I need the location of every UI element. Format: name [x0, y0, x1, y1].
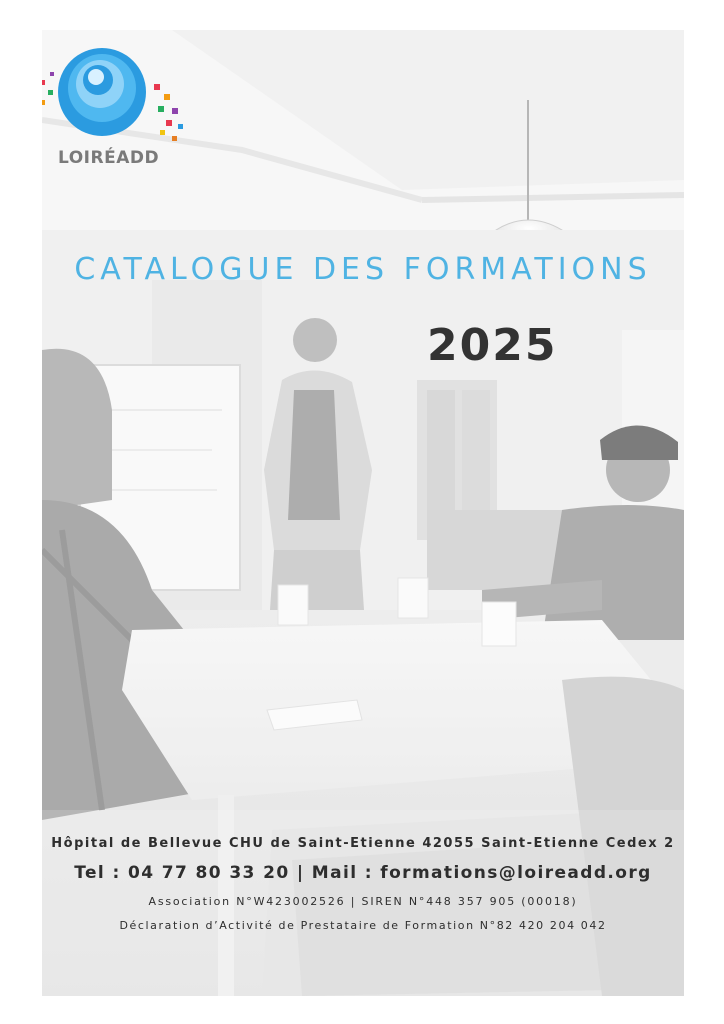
- footer-registration: Association N°W423002526 | SIREN N°448 357 905 (00018): [148, 895, 578, 908]
- footer-contact: Tel : 04 77 80 33 20 | Mail : formations@loireadd.org: [74, 863, 652, 883]
- loireadd-logo: [42, 44, 202, 194]
- footer-address: Hôpital de Bellevue CHU de Saint-Etienne 42055 Saint-Etienne Cedex 2: [51, 836, 675, 851]
- logo-wordmark: LOIRÉADD: [58, 148, 160, 168]
- footer-declaration: Déclaration d’Activité de Prestataire de Formation N°82 420 204 042: [119, 919, 607, 932]
- catalogue-year: 2025: [427, 320, 558, 371]
- cover-page: [42, 30, 684, 996]
- catalogue-title: CATALOGUE DES FORMATIONS: [74, 252, 652, 287]
